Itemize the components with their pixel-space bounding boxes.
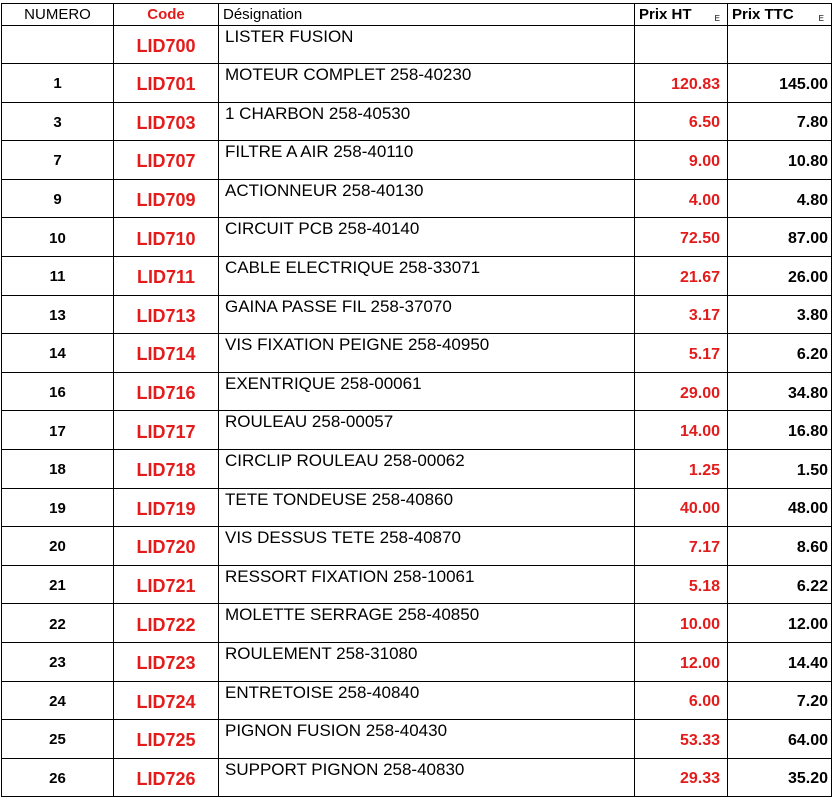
cell-prix-ht: 72.50 — [635, 218, 728, 257]
cell-numero: 14 — [2, 334, 114, 373]
cell-numero: 25 — [2, 720, 114, 759]
cell-prix-ht: 4.00 — [635, 179, 728, 218]
table-row — [2, 26, 832, 64]
cell-code: LID709 — [114, 179, 219, 218]
cell-prix-ht: 1.25 — [635, 449, 728, 488]
cell-designation: VIS FIXATION PEIGNE 258-40950 — [219, 334, 635, 373]
table-row — [2, 295, 832, 334]
cell-prix-ht: 10.00 — [635, 604, 728, 643]
header-numero: NUMERO — [2, 4, 114, 26]
cell-numero: 13 — [2, 295, 114, 334]
cell-prix-ht: 7.17 — [635, 527, 728, 566]
cell-prix-ht: 14.00 — [635, 411, 728, 450]
header-prix-ht-label: Prix HT — [639, 6, 692, 23]
cell-code: LID713 — [114, 295, 219, 334]
cell-prix-ttc: 35.20 — [728, 758, 832, 797]
cell-prix-ttc: 1.50 — [728, 449, 832, 488]
table-row — [2, 141, 832, 180]
cell-prix-ttc: 7.80 — [728, 102, 832, 141]
cell-prix-ht: 40.00 — [635, 488, 728, 527]
cell-code: LID703 — [114, 102, 219, 141]
cell-prix-ttc: 34.80 — [728, 372, 832, 411]
cell-prix-ht: 5.18 — [635, 565, 728, 604]
table-row — [2, 334, 832, 373]
cell-prix-ttc: 3.80 — [728, 295, 832, 334]
table-row — [2, 681, 832, 720]
table-row — [2, 565, 832, 604]
cell-numero: 16 — [2, 372, 114, 411]
cell-code: LID724 — [114, 681, 219, 720]
cell-prix-ttc — [728, 26, 832, 64]
table-row — [2, 102, 832, 141]
cell-prix-ttc: 145.00 — [728, 64, 832, 103]
parts-price-table — [1, 3, 832, 797]
table-row — [2, 179, 832, 218]
cell-code: LID725 — [114, 720, 219, 759]
cell-prix-ht: 29.00 — [635, 372, 728, 411]
cell-designation: LISTER FUSION — [219, 26, 635, 64]
cell-designation: TETE TONDEUSE 258-40860 — [219, 488, 635, 527]
cell-code: LID726 — [114, 758, 219, 797]
table-row — [2, 64, 832, 103]
cell-prix-ttc: 10.80 — [728, 141, 832, 180]
cell-numero — [2, 26, 114, 64]
cell-designation: FILTRE A AIR 258-40110 — [219, 141, 635, 180]
cell-numero: 10 — [2, 218, 114, 257]
cell-designation: RESSORT FIXATION 258-10061 — [219, 565, 635, 604]
cell-numero: 1 — [2, 64, 114, 103]
cell-prix-ttc: 87.00 — [728, 218, 832, 257]
cell-prix-ht: 9.00 — [635, 141, 728, 180]
cell-numero: 24 — [2, 681, 114, 720]
cell-prix-ttc: 6.20 — [728, 334, 832, 373]
cell-designation: EXENTRIQUE 258-00061 — [219, 372, 635, 411]
cell-prix-ht: 21.67 — [635, 256, 728, 295]
header-prix-ttc-unit: E — [818, 14, 824, 23]
cell-prix-ht: 53.33 — [635, 720, 728, 759]
cell-designation: MOLETTE SERRAGE 258-40850 — [219, 604, 635, 643]
cell-prix-ttc: 26.00 — [728, 256, 832, 295]
cell-code: LID716 — [114, 372, 219, 411]
cell-code: LID717 — [114, 411, 219, 450]
table-row — [2, 488, 832, 527]
cell-code: LID721 — [114, 565, 219, 604]
cell-prix-ttc: 12.00 — [728, 604, 832, 643]
cell-designation: VIS DESSUS TETE 258-40870 — [219, 527, 635, 566]
cell-numero: 11 — [2, 256, 114, 295]
cell-code: LID714 — [114, 334, 219, 373]
cell-designation: MOTEUR COMPLET 258-40230 — [219, 64, 635, 103]
table-row — [2, 256, 832, 295]
cell-code: LID710 — [114, 218, 219, 257]
cell-designation: ROULEMENT 258-31080 — [219, 642, 635, 681]
cell-code: LID722 — [114, 604, 219, 643]
table-row — [2, 218, 832, 257]
cell-designation: 1 CHARBON 258-40530 — [219, 102, 635, 141]
table-row — [2, 372, 832, 411]
table-row — [2, 720, 832, 759]
header-prix-ttc — [728, 4, 832, 26]
cell-prix-ttc: 7.20 — [728, 681, 832, 720]
table-row — [2, 411, 832, 450]
header-prix-ht — [635, 4, 728, 26]
cell-numero: 20 — [2, 527, 114, 566]
header-code: Code — [114, 4, 219, 26]
cell-code: LID701 — [114, 64, 219, 103]
table-row — [2, 758, 832, 797]
cell-prix-ttc: 48.00 — [728, 488, 832, 527]
cell-prix-ht: 12.00 — [635, 642, 728, 681]
cell-designation: ACTIONNEUR 258-40130 — [219, 179, 635, 218]
cell-designation: ENTRETOISE 258-40840 — [219, 681, 635, 720]
cell-code: LID700 — [114, 26, 219, 64]
cell-designation: GAINA PASSE FIL 258-37070 — [219, 295, 635, 334]
table-row — [2, 527, 832, 566]
cell-code: LID707 — [114, 141, 219, 180]
cell-code: LID723 — [114, 642, 219, 681]
header-prix-ttc-label: Prix TTC — [732, 6, 794, 23]
cell-code: LID711 — [114, 256, 219, 295]
cell-prix-ttc: 6.22 — [728, 565, 832, 604]
cell-designation: ROULEAU 258-00057 — [219, 411, 635, 450]
table-row — [2, 449, 832, 488]
cell-numero: 26 — [2, 758, 114, 797]
cell-prix-ttc: 16.80 — [728, 411, 832, 450]
cell-numero: 23 — [2, 642, 114, 681]
cell-prix-ht: 3.17 — [635, 295, 728, 334]
cell-numero: 3 — [2, 102, 114, 141]
cell-numero: 18 — [2, 449, 114, 488]
cell-numero: 21 — [2, 565, 114, 604]
cell-designation: PIGNON FUSION 258-40430 — [219, 720, 635, 759]
cell-prix-ttc: 8.60 — [728, 527, 832, 566]
cell-code: LID719 — [114, 488, 219, 527]
cell-prix-ht: 29.33 — [635, 758, 728, 797]
cell-code: LID720 — [114, 527, 219, 566]
cell-numero: 22 — [2, 604, 114, 643]
cell-code: LID718 — [114, 449, 219, 488]
table-header-row — [2, 4, 832, 26]
cell-numero: 9 — [2, 179, 114, 218]
cell-designation: CABLE ELECTRIQUE 258-33071 — [219, 256, 635, 295]
cell-prix-ttc: 4.80 — [728, 179, 832, 218]
cell-prix-ttc: 64.00 — [728, 720, 832, 759]
table-row — [2, 642, 832, 681]
header-designation: Désignation — [219, 4, 635, 26]
cell-prix-ht: 120.83 — [635, 64, 728, 103]
cell-numero: 7 — [2, 141, 114, 180]
cell-designation: CIRCUIT PCB 258-40140 — [219, 218, 635, 257]
cell-prix-ht — [635, 26, 728, 64]
header-prix-ht-unit: E — [714, 14, 720, 23]
cell-prix-ht: 6.00 — [635, 681, 728, 720]
cell-prix-ht: 6.50 — [635, 102, 728, 141]
cell-designation: CIRCLIP ROULEAU 258-00062 — [219, 449, 635, 488]
cell-prix-ht: 5.17 — [635, 334, 728, 373]
cell-designation: SUPPORT PIGNON 258-40830 — [219, 758, 635, 797]
cell-numero: 19 — [2, 488, 114, 527]
table-row — [2, 604, 832, 643]
cell-prix-ttc: 14.40 — [728, 642, 832, 681]
cell-numero: 17 — [2, 411, 114, 450]
